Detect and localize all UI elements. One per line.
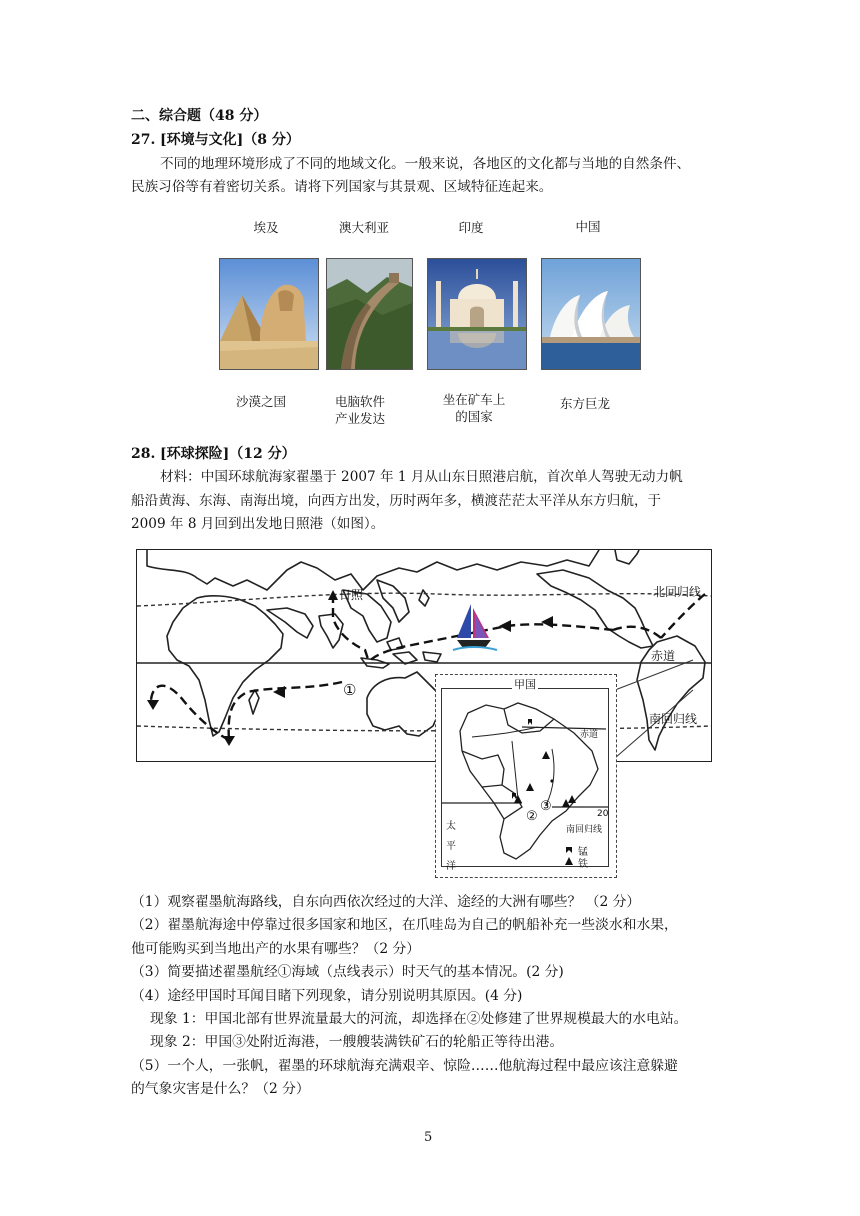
taj-mahal-image — [427, 258, 527, 370]
q28-title: [环球探险]（12 分） — [160, 446, 296, 462]
inset-marker-3: ③ — [540, 799, 552, 814]
question-5-line1: （5）一个人，一张帆，翟墨的环球航海充满艰辛、惊险……他航海过程中最应该注意躲避 — [131, 1058, 678, 1074]
sydney-opera-house-image — [541, 258, 641, 370]
q27-number: 27. — [131, 132, 156, 148]
q27-title: [环境与文化]（8 分） — [160, 132, 300, 148]
q28-number: 28. — [131, 446, 156, 462]
equator-label: 赤道 — [651, 649, 676, 663]
feature-label-software: 电脑软件 产业发达 — [334, 394, 385, 426]
question-3: （3）简要描述翟墨航经①海域（点线表示）时天气的基本情况。(2 分) — [131, 964, 564, 980]
inset-ocean-label: 太 平 洋 — [446, 821, 456, 872]
feature-label-mine-cart: 坐在矿车上 的国家 — [442, 392, 506, 424]
feature-label-dragon: 东方巨龙 — [559, 396, 610, 411]
q28-material-line2: 船沿黄海、东海、南海出境，向西方出发，历时两年多，横渡茫茫太平洋从东方归航，于 — [131, 493, 662, 509]
section-heading: 二、综合题（48 分） — [131, 108, 268, 124]
inset-map-country-jia — [435, 674, 617, 878]
inset-marker-2: ② — [526, 809, 538, 824]
inset-tropic-label: 南回归线 — [566, 825, 603, 835]
question-2-line2: 他可能购买到当地出产的水果有哪些？（2 分） — [131, 941, 421, 957]
question-5-line2: 的气象灾害是什么？（2 分） — [131, 1081, 310, 1097]
great-wall-image — [326, 258, 413, 370]
question-2-line1: （2）翟墨航海途中停靠过很多国家和地区，在爪哇岛为自己的帆船补充一些淡水和水果， — [131, 917, 678, 933]
feature-label-desert: 沙漠之国 — [235, 394, 286, 409]
country-label-egypt: 埃及 — [253, 220, 279, 235]
q28-material-line3: 2009 年 8 月回到出发地日照港（如图）。 — [131, 516, 385, 532]
question-4: （4）途经甲国时耳闻目睹下列现象，请分别说明其原因。(4 分) — [131, 988, 523, 1004]
tropic-north-label: 北回归线 — [653, 585, 702, 599]
q27-intro-line2: 民族习俗等有着密切关系。请将下列国家与其景观、区域特征连起来。 — [131, 179, 553, 195]
legend-manganese: 锰 — [578, 847, 588, 858]
country-label-india: 印度 — [458, 220, 484, 235]
phenomenon-1: 现象 1：甲国北部有世界流量最大的河流，却选择在②处修建了世界规模最大的水电站。 — [150, 1011, 688, 1027]
inset-equator-label: 赤道 — [580, 730, 599, 740]
question-1: （1）观察翟墨航海路线，自东向西依次经过的大洋、途经的大洲有哪些？ （2 分） — [131, 894, 641, 910]
q28-material-line1: 材料：中国环球航海家翟墨于 2007 年 1 月从山东日照港启航，首次单人驾驶无动力帆 — [160, 469, 683, 485]
country-label-china: 中国 — [575, 219, 601, 234]
world-route-map — [136, 549, 712, 762]
page-number: 5 — [424, 1130, 433, 1145]
legend-iron: 铁 — [578, 859, 588, 870]
country-label-australia: 澳大利亚 — [338, 220, 389, 235]
phenomenon-2: 现象 2：甲国③处附近海港，一艘艘装满铁矿石的轮船正等待出港。 — [150, 1034, 564, 1050]
q27-intro-line1: 不同的地理环境形成了不同的地域文化。一般来说，各地区的文化都与当地的自然条件、 — [160, 156, 691, 172]
tropic-south-label: 南回归线 — [649, 712, 698, 726]
pyramids-sphinx-image — [219, 258, 319, 370]
marker-1: ① — [343, 681, 357, 699]
inset-title: 甲国 — [514, 678, 536, 691]
inset-lat-label: 20 — [597, 809, 609, 819]
port-label-rizhao: 日照 — [339, 588, 364, 602]
